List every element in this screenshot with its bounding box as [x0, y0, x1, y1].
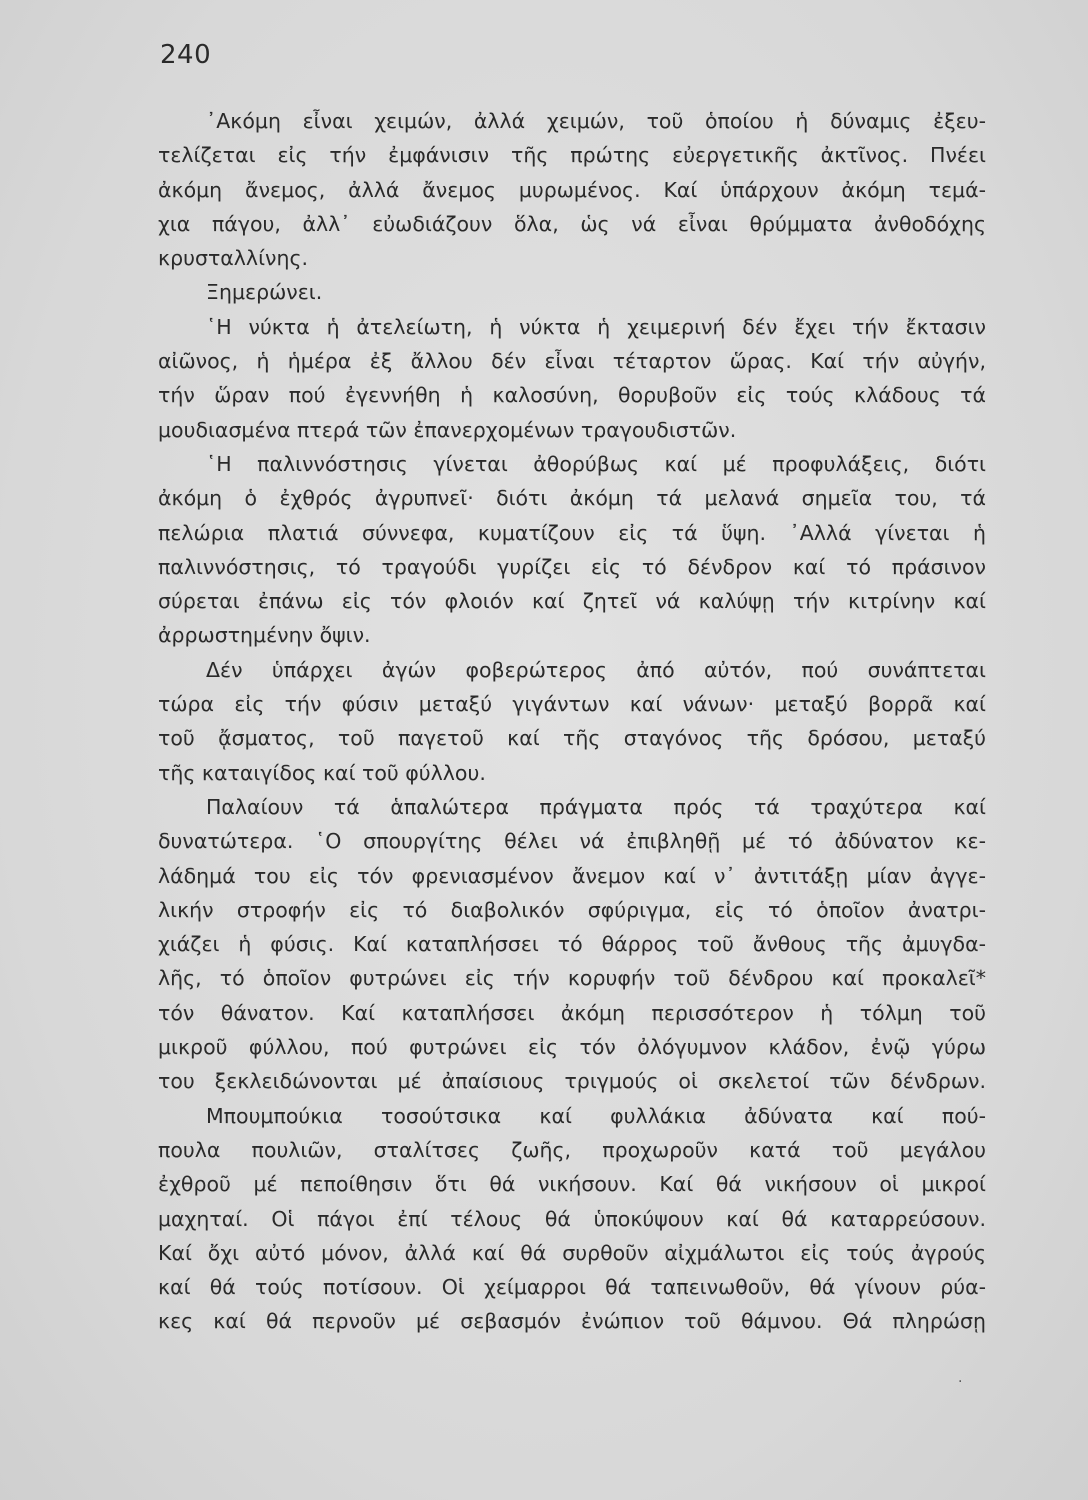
text-line: λικήν στροφήν εἰς τό διαβολικόν σφύριγμα, εἰς τό ὁποῖον ἀνατρι-	[158, 897, 986, 922]
text-line: δυνατώτερα. ῾Ο σπουργίτης θέλει νά ἐπιβληθῇ μέ τό ἀδύνατον κε-	[158, 829, 986, 854]
text-line: Ξημερώνει.	[206, 280, 323, 305]
text-line: παλιννόστησις, τό τραγούδι γυρίζει εἰς τό δένδρον καί τό πράσινον	[158, 554, 986, 579]
ink-mark: ·	[958, 1374, 963, 1390]
text-line: κρυσταλλίνης.	[158, 246, 308, 271]
text-line: τελίζεται εἰς τήν ἐμφάνισιν τῆς πρώτης εὐεργετικῆς ἀκτῖνος. Πνέει	[158, 143, 986, 168]
text-line: Παλαίουν τά ἁπαλώτερα πράγματα πρός τά τραχύτερα καί	[206, 794, 986, 819]
text-line: καί θά τούς ποτίσουν. Οἱ χείμαρροι θά ταπεινωθοῦν, θά γίνουν ρύα-	[158, 1275, 986, 1300]
text-line: λάδημά του εἰς τόν φρενιασμένον ἄνεμον καί ν᾿ ἀντιτάξῃ μίαν ἀγγε-	[158, 863, 986, 888]
text-line: ῾Η παλιννόστησις γίνεται ἀθορύβως καί μέ προφυλάξεις, διότι	[206, 451, 986, 476]
text-line: τώρα εἰς τήν φύσιν μεταξύ γιγάντων καί νάνων· μεταξύ βορρᾶ καί	[158, 692, 986, 717]
text-line: Δέν ὑπάρχει ἀγών φοβερώτερος ἀπό αὐτόν, πού συνάπτεται	[206, 657, 986, 682]
text-line: τήν ὥραν πού ἐγεννήθη ἡ καλοσύνη, θορυβοῦν εἰς τούς κλάδους τά	[158, 383, 986, 408]
text-line: τοῦ ᾄσματος, τοῦ παγετοῦ καί τῆς σταγόνος τῆς δρόσου, μεταξύ	[158, 726, 986, 751]
text-line: σύρεται ἐπάνω εἰς τόν φλοιόν καί ζητεῖ νά καλύψῃ τήν κιτρίνην καί	[158, 589, 986, 614]
body-text	[158, 104, 986, 1339]
text-line: του ξεκλειδώνονται μέ ἀπαίσιους τριγμούς οἱ σκελετοί τῶν δένδρων.	[158, 1069, 986, 1094]
text-line: αἰῶνος, ἡ ἡμέρα ἐξ ἄλλου δέν εἶναι τέταρτον ὥρας. Καί τήν αὐγήν,	[158, 349, 986, 374]
text-line: ᾿Ακόμη εἶναι χειμών, ἀλλά χειμών, τοῦ ὁποίου ἡ δύναμις ἐξευ-	[206, 109, 986, 133]
text-line: Καί ὄχι αὐτό μόνον, ἀλλά καί θά συρθοῦν αἰχμάλωτοι εἰς τούς ἀγρούς	[158, 1240, 986, 1265]
text-line: ἐχθροῦ μέ πεποίθησιν ὅτι θά νικήσουν. Καί θά νικήσουν οἱ μικροί	[158, 1172, 986, 1197]
text-line: χιάζει ἡ φύσις. Καί καταπλήσσει τό θάρρος τοῦ ἄνθους τῆς ἀμυγδα-	[158, 932, 986, 957]
text-line: κες καί θά περνοῦν μέ σεβασμόν ἐνώπιον τοῦ θάμνου. Θά πληρώσῃ	[158, 1309, 986, 1334]
text-line: μικροῦ φύλλου, πού φυτρώνει εἰς τόν ὀλόγυμνον κλάδον, ἐνῷ γύρω	[158, 1035, 986, 1060]
text-line: πελώρια πλατιά σύννεφα, κυματίζουν εἰς τά ὕψη. ᾿Αλλά γίνεται ἡ	[158, 520, 986, 545]
text-line: χια πάγου, ἀλλ᾿ εὐωδιάζουν ὅλα, ὡς νά εἶναι θρύμματα ἀνθοδόχης	[158, 211, 986, 236]
text-line: τόν θάνατον. Καί καταπλήσσει ἀκόμη περισσότερον ἡ τόλμη τοῦ	[158, 1000, 986, 1025]
text-line: πουλα πουλιῶν, σταλίτσες ζωῆς, προχωροῦν κατά τοῦ μεγάλου	[158, 1137, 986, 1162]
text-line: τῆς καταιγίδος καί τοῦ φύλλου.	[158, 760, 486, 785]
text-line: λῆς, τό ὁποῖον φυτρώνει εἰς τήν κορυφήν τοῦ δένδρου καί προκαλεῖ*	[158, 966, 986, 991]
text-line: μαχηταί. Οἱ πάγοι ἐπί τέλους θά ὑποκύψουν καί θά καταρρεύσουν.	[158, 1206, 986, 1231]
text-line: ἀκόμη ὁ ἐχθρός ἀγρυπνεῖ· διότι ἀκόμη τά μελανά σημεῖα του, τά	[158, 486, 986, 511]
text-line: Μπουμπούκια τοσούτσικα καί φυλλάκια ἀδύνατα καί πού-	[206, 1103, 986, 1128]
page-number: 240	[160, 40, 212, 70]
text-line: ἀρρωστημένην ὄψιν.	[158, 623, 371, 648]
text-line: ἀκόμη ἄνεμος, ἀλλά ἄνεμος μυρωμένος. Καί ὑπάρχουν ἀκόμη τεμά-	[158, 177, 986, 202]
text-line: ῾Η νύκτα ἡ ἀτελείωτη, ἡ νύκτα ἡ χειμερινή δέν ἔχει τήν ἔκτασιν	[206, 314, 986, 339]
text-line: μουδιασμένα πτερά τῶν ἐπανερχομένων τραγουδιστῶν.	[158, 417, 737, 442]
